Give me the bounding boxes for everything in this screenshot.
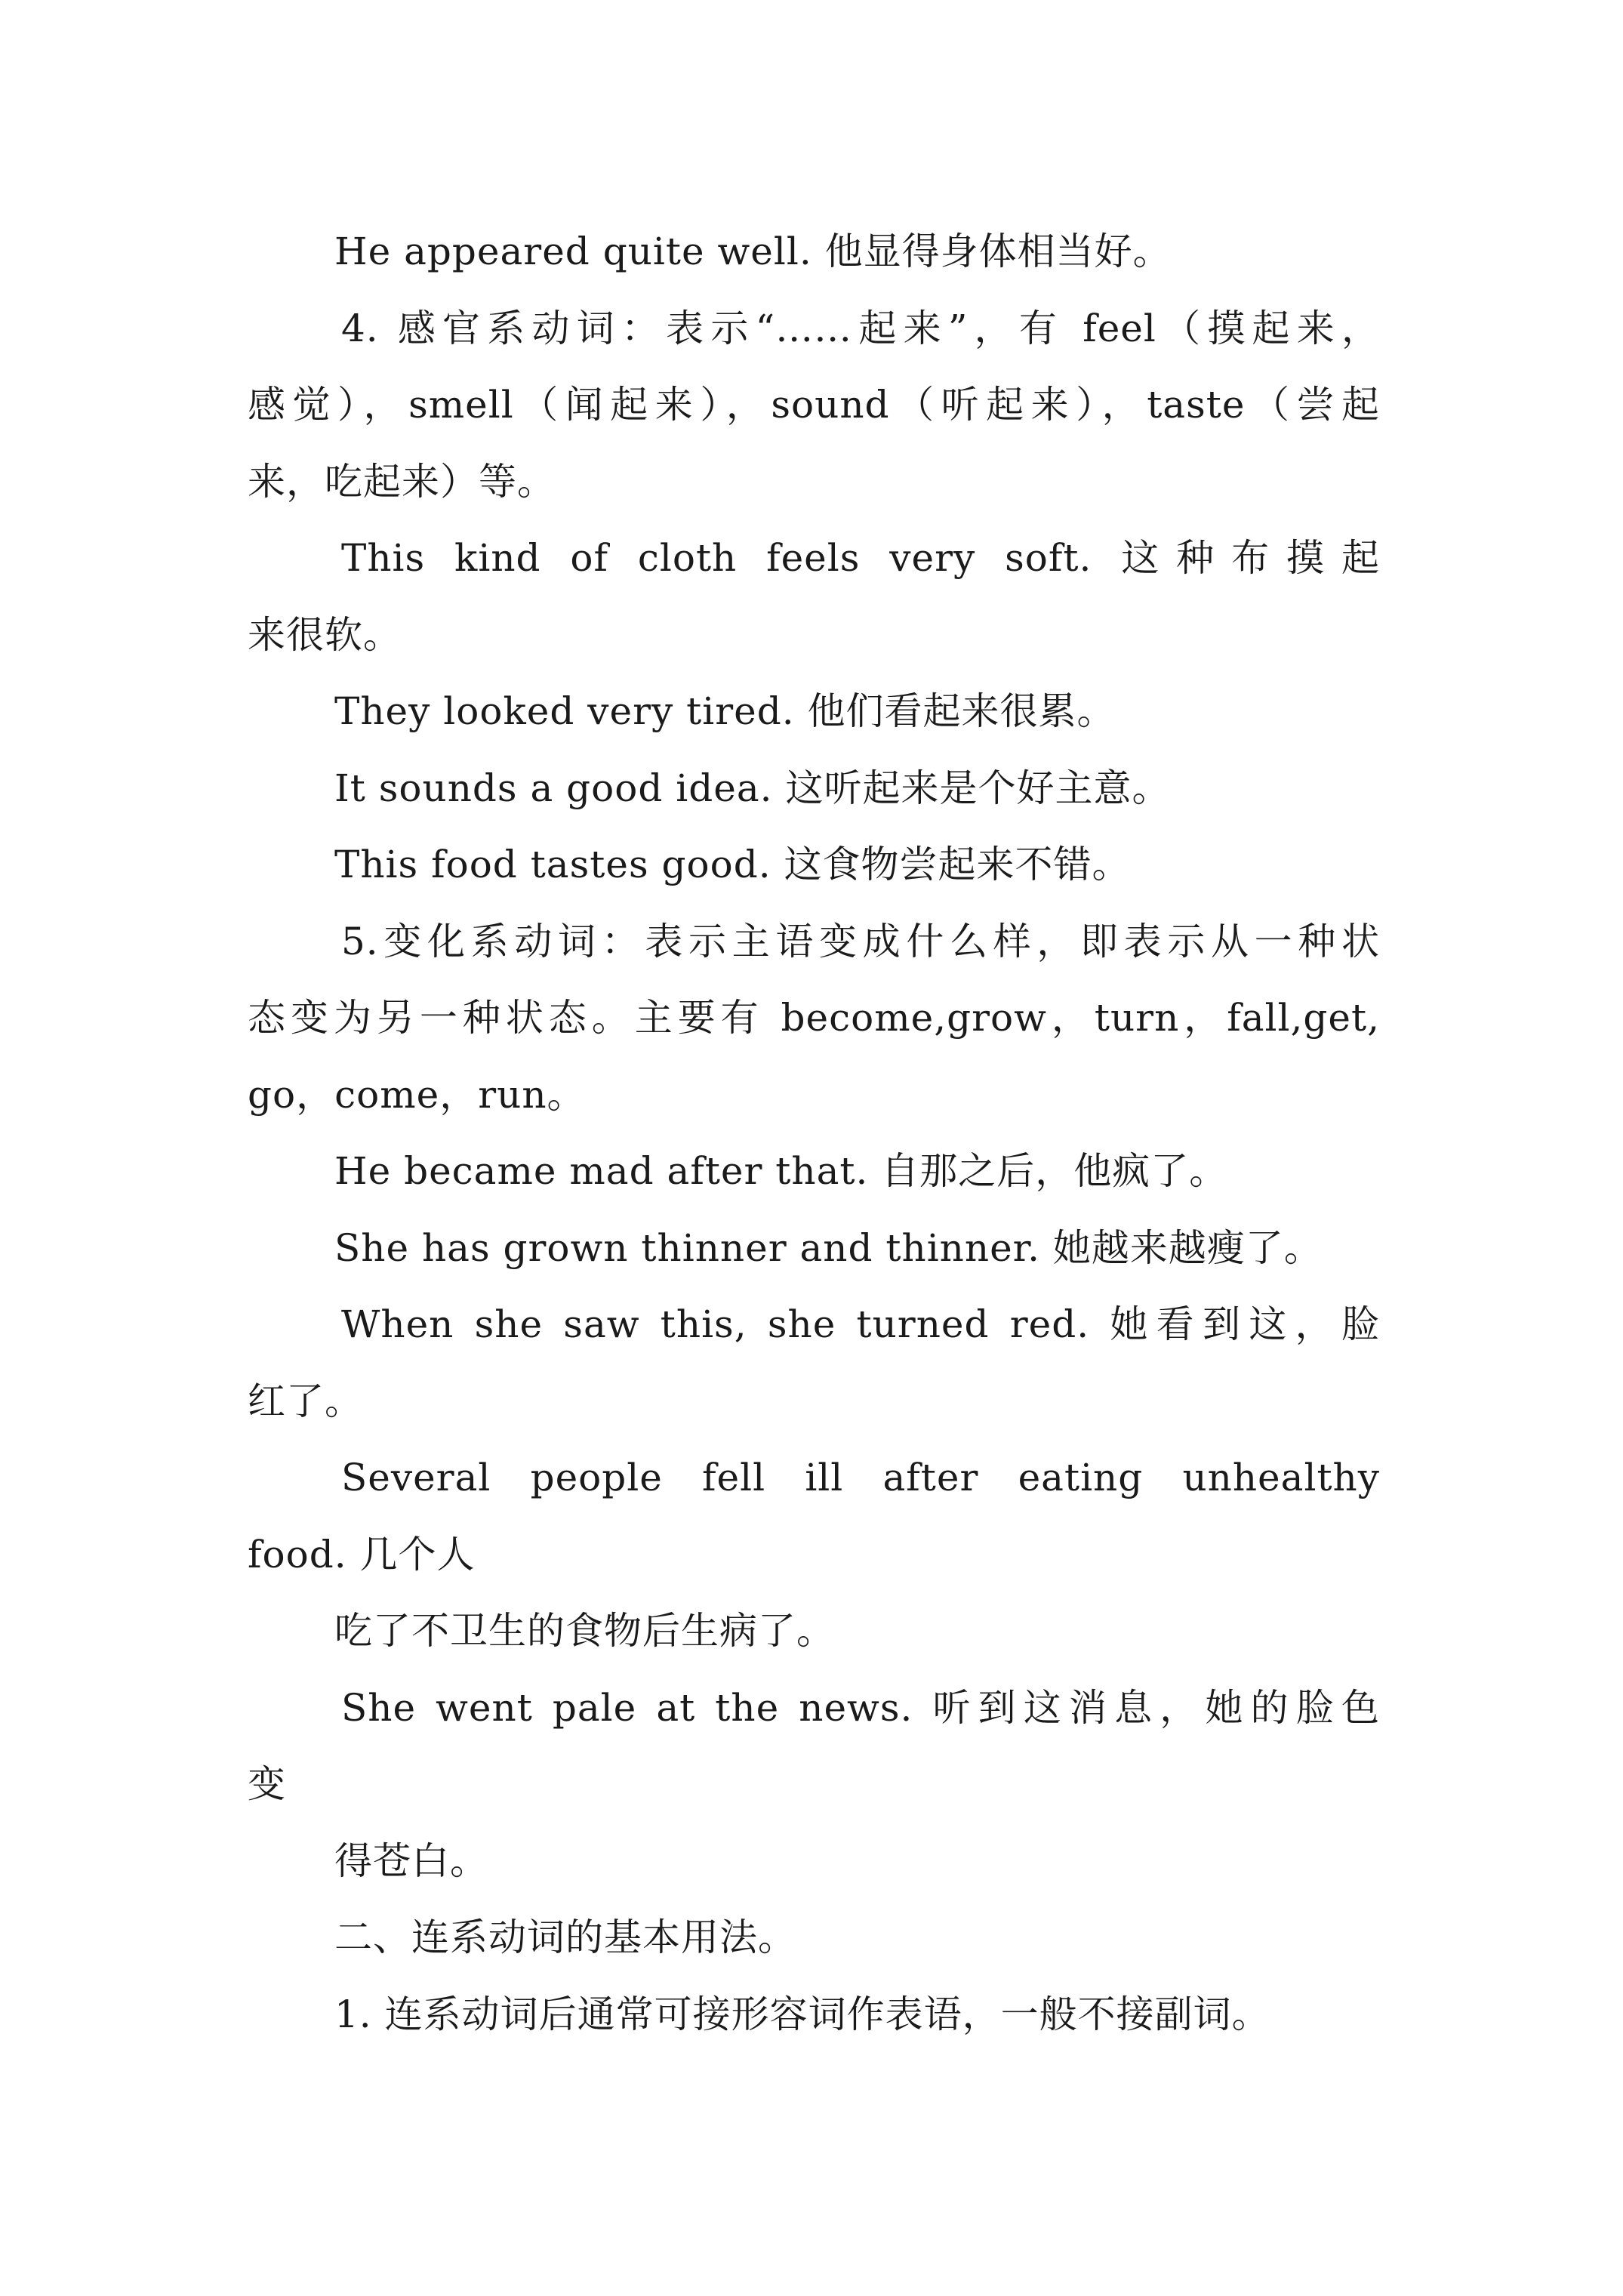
example-cloth: This kind of cloth feels very soft. 这种布摸起 <box>341 536 1380 580</box>
example-tastes: This food tastes good. 这食物尝起来不错。 <box>334 843 1131 886</box>
example-sounds: It sounds a good idea. 这听起来是个好主意。 <box>334 766 1171 810</box>
example-went-cont: 变 <box>248 1762 286 1806</box>
example-went: She went pale at the news. 听到这消息，她的脸色 <box>341 1685 1380 1730</box>
example-grown: She has grown thinner and thinner. 她越来越瘦了。 <box>334 1225 1323 1270</box>
body-text <box>248 214 1380 2053</box>
section-4-text-line-2: 感觉），smell（闻起来），sound（听起来），taste（尝起 <box>248 383 1380 427</box>
example-fell-cont-2: 吃了不卫生的食物后生病了。 <box>334 1609 835 1653</box>
section-5-text-line-2: 态变为另一种状态。主要有 become,grow，turn，fall,get, <box>248 996 1380 1040</box>
example-went-cont-2: 得苍白。 <box>334 1838 488 1883</box>
example-fell: Several people fell ill after eating unhealthy <box>341 1456 1380 1499</box>
section-5-text-line-3: go，come，run。 <box>248 1072 586 1117</box>
example-appeared: He appeared quite well. 他显得身体相当好。 <box>334 230 1172 273</box>
section-4-text-line-3: 来，吃起来）等。 <box>248 459 556 504</box>
section-2-heading: 二、连系动词的基本用法。 <box>334 1915 796 1959</box>
section-5-heading: 5.变化系动词：表示主语变成什么样，即表示从一种状 <box>341 919 1380 963</box>
section-4-heading: 4. 感官系动词：表示“……起来”，有 feel（摸起来， <box>341 306 1380 350</box>
example-fell-cont: food. 几个人 <box>248 1532 476 1576</box>
example-turned: When she saw this, she turned red. 她看到这，脸 <box>341 1302 1380 1346</box>
example-looked: They looked very tired. 他们看起来很累。 <box>334 689 1116 733</box>
example-became: He became mad after that. 自那之后，他疯了。 <box>334 1149 1228 1193</box>
example-turned-cont: 红了。 <box>248 1379 363 1423</box>
usage-1: 1. 连系动词后通常可接形容词作表语，一般不接副词。 <box>334 1992 1270 2036</box>
example-cloth-cont: 来很软。 <box>248 612 402 657</box>
